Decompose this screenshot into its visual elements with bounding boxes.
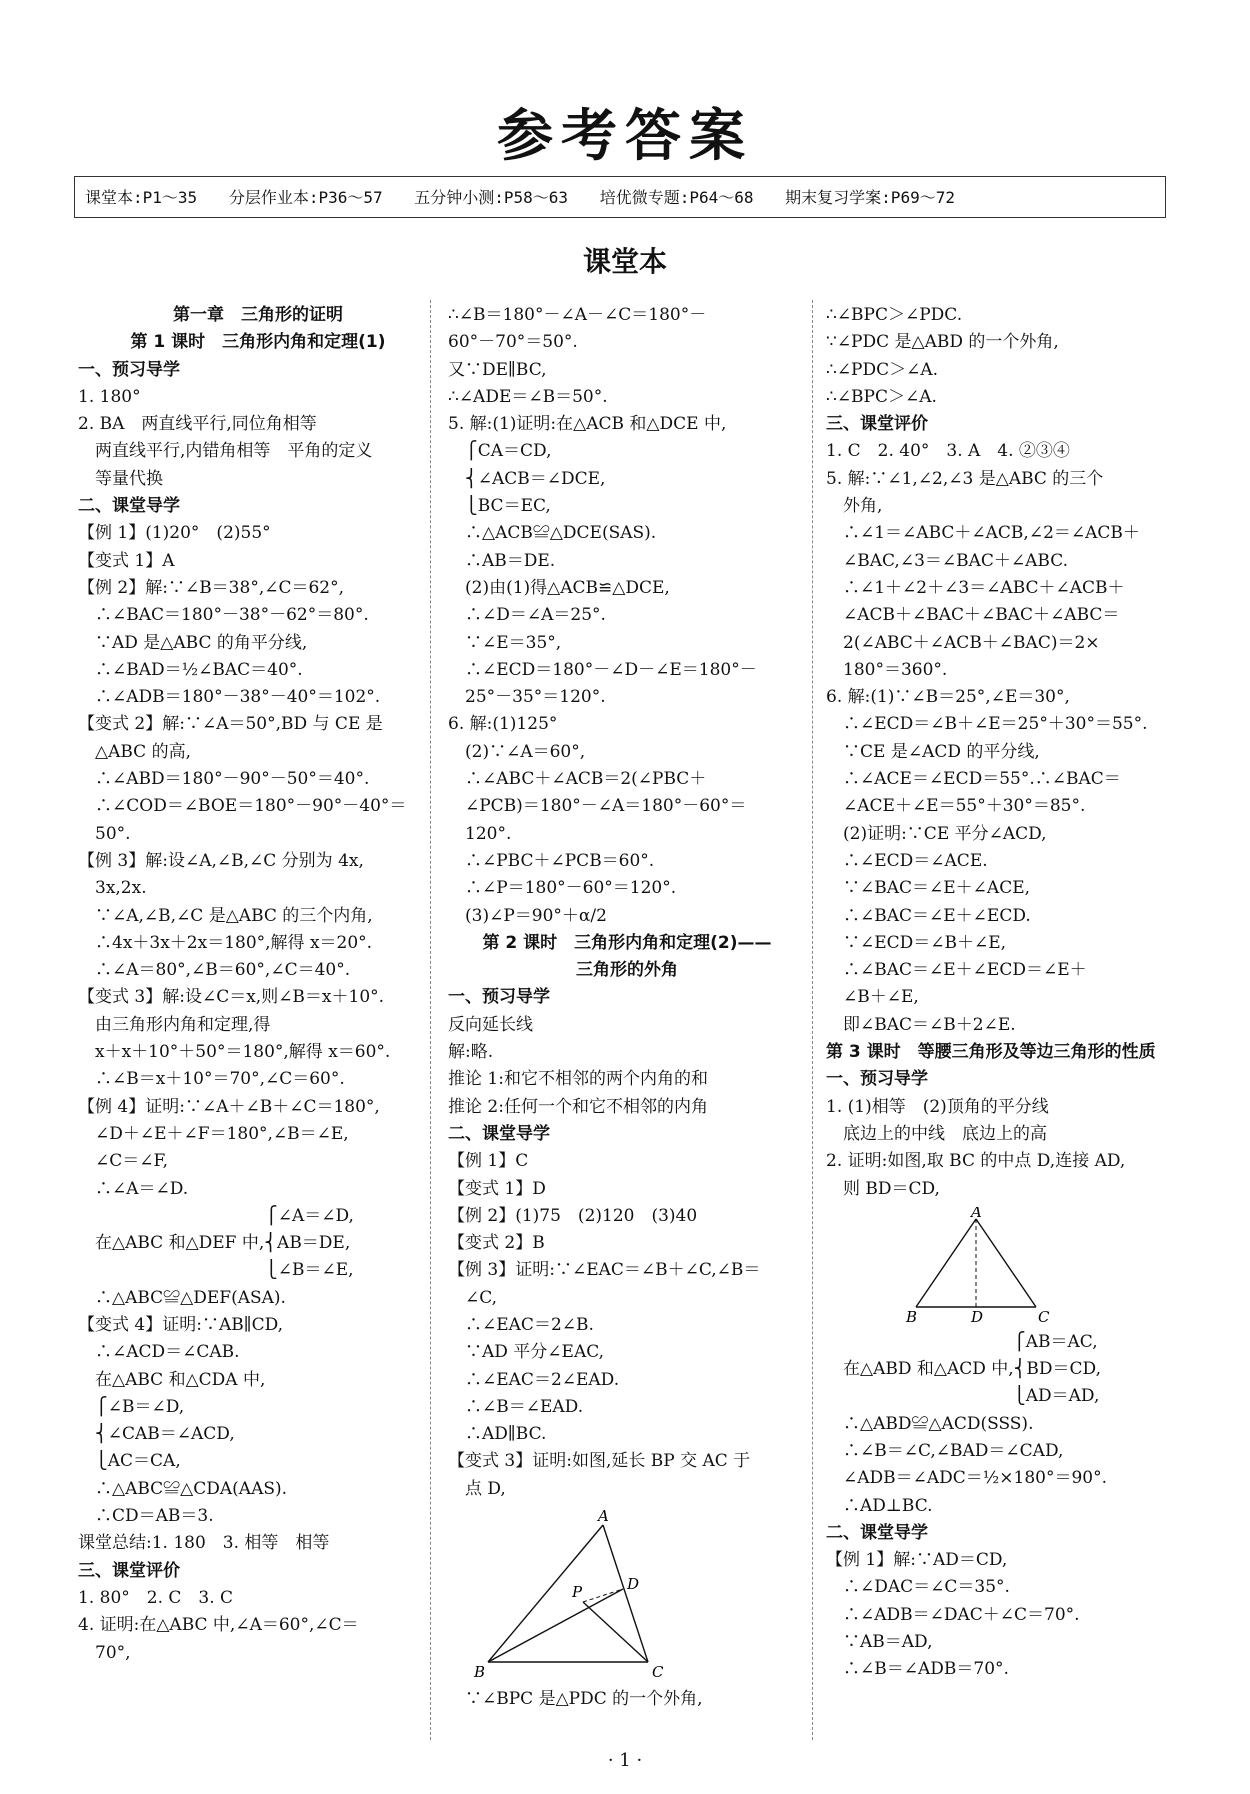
answer-line: 4. 证明:在△ABC 中,∠A＝60°,∠C＝ <box>78 1615 359 1636</box>
answer-line: 解:略. <box>448 1042 494 1063</box>
answer-line: 70°, <box>78 1642 131 1663</box>
answer-line: ∴∠ECD＝∠B＋∠E＝25°＋30°＝55°. <box>826 714 1148 735</box>
answer-line: ⎧CA＝CD, <box>448 441 552 462</box>
answer-line: 两直线平行,内错角相等 平角的定义 <box>78 441 373 462</box>
answer-line: 【例 2】解:∵∠B＝38°,∠C＝62°, <box>78 577 345 598</box>
answer-line: ∵CE 是∠ACD 的平分线, <box>826 741 1040 762</box>
answer-line: 180°＝360°. <box>826 659 948 680</box>
answer-line: ∵AD 是△ABC 的角平分线, <box>78 632 308 653</box>
fig3-label-b: B <box>906 1307 918 1325</box>
answer-line: ∴∠PDC＞∠A. <box>826 359 939 380</box>
answer-line: ∴∠ADB＝180°－38°－40°＝102°. <box>78 687 381 708</box>
answer-line: ∴∠DAC＝∠C＝35°. <box>826 1577 1010 1598</box>
answer-line: 【例 2】(1)75 (2)120 (3)40 <box>448 1205 698 1226</box>
answer-line: ∴∠B＝∠C,∠BAD＝∠CAD, <box>826 1440 1064 1461</box>
answer-line: ⎧AB＝AC, <box>826 1331 1098 1352</box>
fig2-label-b: B <box>474 1663 486 1682</box>
column-divider <box>812 300 813 1740</box>
fig2-label-d: D <box>627 1575 640 1594</box>
answer-line: ⎩∠B＝∠E, <box>78 1260 354 1281</box>
answer-line: 在△ABC 和△CDA 中, <box>78 1369 266 1390</box>
answer-line: ∠B＋∠E, <box>826 987 919 1008</box>
answer-line: 等量代换 <box>78 468 163 489</box>
answer-line: 5. 解:(1)证明:在△ACB 和△DCE 中, <box>448 414 727 435</box>
answer-line: ∠C, <box>448 1287 498 1308</box>
answer-line: ∠C＝∠F, <box>78 1151 169 1172</box>
answer-line: ∠D＋∠E＋∠F＝180°,∠B＝∠E, <box>78 1123 349 1144</box>
answer-line: ∴∠ADE＝∠B＝50°. <box>448 386 608 407</box>
answer-line: ∴∠A＝∠D. <box>78 1178 189 1199</box>
heading-line: 二、课堂导学 <box>826 1522 928 1543</box>
answer-line: 【变式 1】D <box>448 1178 546 1199</box>
answer-line: ∴∠BAD＝½∠BAC＝40°. <box>78 659 303 680</box>
answer-line: 【变式 1】A <box>78 550 175 571</box>
answer-line: ∴∠ACE＝∠ECD＝55°.∴∠BAC＝ <box>826 769 1121 790</box>
answer-line: ∴∠A＝80°,∠B＝60°,∠C＝40°. <box>78 960 351 981</box>
range-item: 五分钟小测:P58～63 <box>414 188 569 207</box>
answer-line: ∴∠ADB＝∠DAC＋∠C＝70°. <box>826 1604 1080 1625</box>
answer-line: 【变式 3】解:设∠C＝x,则∠B＝x＋10°. <box>78 987 385 1008</box>
answer-line: △ABC 的高, <box>78 741 191 762</box>
answer-line: ∴∠ACD＝∠CAB. <box>78 1342 240 1363</box>
answer-line: ⎨∠CAB＝∠ACD, <box>78 1424 235 1445</box>
page-range-bar <box>74 176 1166 218</box>
answer-line: 推论 2:任何一个和它不相邻的内角 <box>448 1096 708 1117</box>
fig2-label-p: P <box>572 1583 583 1602</box>
figure-isosceles-triangle <box>826 1207 1086 1325</box>
answer-line: ∴△ABC≌△CDA(AAS). <box>78 1478 288 1499</box>
heading-line: 第 2 课时 三角形内角和定理(2)—— <box>482 932 772 953</box>
answer-line: 又∵DE∥BC, <box>448 359 547 380</box>
heading-line: 三角形的外角 <box>576 960 678 981</box>
answer-line: 即∠BAC＝∠B＋2∠E. <box>826 1014 1016 1035</box>
page-number: · 1 · <box>607 1750 643 1771</box>
answer-line: 2(∠ABC＋∠ACB＋∠BAC)＝2× <box>826 632 1100 653</box>
answer-line: ∴CD＝AB＝3. <box>78 1506 214 1527</box>
answer-line: x＋x＋10°＋50°＝180°,解得 x＝60°. <box>78 1042 391 1063</box>
answer-line: ∴AD⊥BC. <box>826 1495 933 1516</box>
answer-line: (2)∵∠A＝60°, <box>448 741 586 762</box>
answer-line: ⎧∠B＝∠D, <box>78 1396 185 1417</box>
answer-line: ∴∠ABC＋∠ACB＝2(∠PBC＋ <box>448 769 707 790</box>
answer-line: ⎨∠ACB＝∠DCE, <box>448 468 606 489</box>
answer-line: 【例 1】C <box>448 1151 529 1172</box>
answer-column-1 <box>78 302 438 1667</box>
answer-line: ∴∠PBC＋∠PCB＝60°. <box>448 850 655 871</box>
answer-line: ∴∠BAC＝∠E＋∠ECD＝∠E＋ <box>826 960 1087 981</box>
answer-line: ∠ACB＋∠BAC＋∠BAC＋∠ABC＝ <box>826 605 1120 626</box>
fig2-label-a: A <box>598 1507 609 1526</box>
answer-line: 【变式 2】B <box>448 1233 545 1254</box>
answer-line: (2)由(1)得△ACB≌△DCE, <box>448 577 670 598</box>
range-item: 期末复习学案:P69～72 <box>785 188 955 207</box>
answer-line: ∴∠BAC＝180°－38°－62°＝80°. <box>78 605 369 626</box>
answer-line: ∴△ACB≌△DCE(SAS). <box>448 523 657 544</box>
answer-line: ∴∠BAC＝∠E＋∠ECD. <box>826 905 1031 926</box>
answer-line: ∴△ABD≌△ACD(SSS). <box>826 1413 1034 1434</box>
answer-column-3 <box>826 302 1182 1684</box>
answer-line: ∴∠B＝∠EAD. <box>448 1396 584 1417</box>
heading-line: 三、课堂评价 <box>826 414 928 435</box>
heading-line: 第 3 课时 等腰三角形及等边三角形的性质 <box>826 1042 1156 1063</box>
answer-line: 点 D, <box>448 1478 506 1499</box>
answer-line: ∴△ABC≌△DEF(ASA). <box>78 1287 286 1308</box>
fig3-label-a: A <box>971 1206 982 1221</box>
answer-line: ∴∠COD＝∠BOE＝180°－90°－40°＝ <box>78 796 407 817</box>
answer-line: 50°. <box>78 823 131 844</box>
answer-line: ∴∠EAC＝2∠B. <box>448 1314 594 1335</box>
answer-line: 由三角形内角和定理,得 <box>78 1014 271 1035</box>
heading-line: 一、预习导学 <box>448 987 550 1008</box>
answer-column-2 <box>448 302 806 1713</box>
range-item: 培优微专题:P64～68 <box>599 188 754 207</box>
answer-line: 6. 解:(1)∵∠B＝25°,∠E＝30°, <box>826 687 1070 708</box>
answer-line: ∴∠ECD＝180°－∠D－∠E＝180°－ <box>448 659 757 680</box>
answer-line: 6. 解:(1)125° <box>448 714 558 735</box>
heading-line: 一、预习导学 <box>78 359 180 380</box>
answer-line: ∴∠B＝∠ADB＝70°. <box>826 1659 1009 1680</box>
answer-line: 在△ABC 和△DEF 中,⎨AB＝DE, <box>78 1233 351 1254</box>
answer-line: 【例 1】解:∵AD＝CD, <box>826 1550 1008 1571</box>
answer-line: ∵∠A,∠B,∠C 是△ABC 的三个内角, <box>78 905 373 926</box>
heading-line: 第一章 三角形的证明 <box>173 305 343 325</box>
range-item: 课堂本:P1～35 <box>85 188 198 207</box>
answer-line: ∵AD 平分∠EAC, <box>448 1342 605 1363</box>
range-item: 分层作业本:P36～57 <box>228 188 383 207</box>
answer-line: ∠ACE＋∠E＝55°＋30°＝85°. <box>826 796 1086 817</box>
answer-line: 2. BA 两直线平行,同位角相等 <box>78 414 317 435</box>
heading-line: 二、课堂导学 <box>78 496 180 517</box>
answer-line: 1. 80° 2. C 3. C <box>78 1587 234 1608</box>
answer-line: ∴∠B＝180°－∠A－∠C＝180°－ <box>448 305 707 325</box>
answer-line: ∴∠ABD＝180°－90°－50°＝40°. <box>78 769 370 790</box>
answer-line: ∴∠B＝x＋10°＝70°,∠C＝60°. <box>78 1069 345 1090</box>
answer-line: ∴∠P＝180°－60°＝120°. <box>448 878 677 899</box>
answer-line: ∵∠E＝35°, <box>448 632 562 653</box>
answer-line: 5. 解:∵∠1,∠2,∠3 是△ABC 的三个 <box>826 468 1104 489</box>
answer-line: 课堂总结:1. 180 3. 相等 相等 <box>78 1533 330 1554</box>
answer-line: 【变式 2】解:∵∠A＝50°,BD 与 CE 是 <box>78 714 383 735</box>
answer-line: ∴∠BPC＞∠PDC. <box>826 305 963 325</box>
answer-line: 3x,2x. <box>78 878 147 899</box>
heading-line: 第 1 课时 三角形内角和定理(1) <box>130 332 386 353</box>
answer-line: 60°－70°＝50°. <box>448 332 578 353</box>
answer-line: 1. 180° <box>78 386 141 407</box>
answer-line: ∵∠BPC 是△PDC 的一个外角, <box>448 1689 703 1710</box>
answer-line: (3)∠P＝90°＋α/2 <box>448 905 607 926</box>
answer-line: ∴∠BPC＞∠A. <box>826 386 937 407</box>
answer-line: ⎩BC＝EC, <box>448 496 551 517</box>
answer-line: 【变式 4】证明:∵AB∥CD, <box>78 1314 284 1335</box>
answer-line: ∵AB＝AD, <box>826 1632 933 1653</box>
answer-line: ⎩AC＝CA, <box>78 1451 181 1472</box>
fig3-label-c: C <box>1038 1307 1050 1325</box>
answer-line: ∴∠1＋∠2＋∠3＝∠ABC＋∠ACB＋ <box>826 577 1125 598</box>
answer-line: 25°－35°＝120°. <box>448 687 606 708</box>
answer-line: 2. 证明:如图,取 BC 的中点 D,连接 AD, <box>826 1151 1126 1172</box>
answer-line: 底边上的中线 底边上的高 <box>826 1123 1047 1144</box>
fig2-label-c: C <box>652 1663 664 1682</box>
answer-line: ∵∠BAC＝∠E＋∠ACE, <box>826 878 1031 899</box>
answer-line: ∴∠D＝∠A＝25°. <box>448 605 606 626</box>
section-title: 课堂本 <box>582 245 667 278</box>
answer-line: ∴∠ECD＝∠ACE. <box>826 850 988 871</box>
answer-line: ∵∠PDC 是△ABD 的一个外角, <box>826 332 1059 353</box>
answer-line: (2)证明:∵CE 平分∠ACD, <box>826 823 1047 844</box>
answer-line: 【例 1】(1)20° (2)55° <box>78 523 271 544</box>
answer-line: 推论 1:和它不相邻的两个内角的和 <box>448 1069 708 1090</box>
heading-line: 三、课堂评价 <box>78 1560 180 1581</box>
answer-line: 1. C 2. 40° 3. A 4. ②③④ <box>826 441 1070 462</box>
answer-line: ∠BAC,∠3＝∠BAC＋∠ABC. <box>826 550 1069 571</box>
answer-line: ∵∠ECD＝∠B＋∠E, <box>826 932 1007 953</box>
answer-line: ⎩AD＝AD, <box>826 1386 1100 1407</box>
heading-line: 二、课堂导学 <box>448 1123 550 1144</box>
answer-line: 则 BD＝CD, <box>826 1178 940 1199</box>
page-title: 参考答案 <box>497 104 753 169</box>
answer-line: ∠PCB)＝180°－∠A＝180°－60°＝ <box>448 796 747 817</box>
answer-line: 120°. <box>448 823 512 844</box>
answer-line: 【例 4】证明:∵∠A＋∠B＋∠C＝180°, <box>78 1096 380 1117</box>
answer-line: 在△ABD 和△ACD 中,⎨BD＝CD, <box>826 1359 1101 1380</box>
answer-line: ∠ADB＝∠ADC＝½×180°＝90°. <box>826 1468 1108 1489</box>
answer-line: 【例 3】解:设∠A,∠B,∠C 分别为 4x, <box>78 850 364 871</box>
answer-line: ⎧∠A＝∠D, <box>78 1205 354 1226</box>
heading-line: 一、预习导学 <box>826 1069 928 1090</box>
fig3-label-d: D <box>971 1307 984 1325</box>
answer-line: 外角, <box>826 496 883 517</box>
answer-line: 【变式 3】证明:如图,延长 BP 交 AC 于 <box>448 1451 751 1472</box>
answer-line: ∴AD∥BC. <box>448 1424 547 1445</box>
answer-line: 反向延长线 <box>448 1014 533 1035</box>
figure-triangle-abc-p <box>448 1507 748 1682</box>
answer-line: ∴AB＝DE. <box>448 550 556 571</box>
answer-line: 【例 3】证明:∵∠EAC＝∠B＋∠C,∠B＝ <box>448 1260 761 1281</box>
answer-line: ∴∠1＝∠ABC＋∠ACB,∠2＝∠ACB＋ <box>826 523 1140 544</box>
answer-line: ∴4x＋3x＋2x＝180°,解得 x＝20°. <box>78 932 373 953</box>
answer-line: 1. (1)相等 (2)顶角的平分线 <box>826 1096 1049 1117</box>
answer-line: ∴∠EAC＝2∠EAD. <box>448 1369 620 1390</box>
